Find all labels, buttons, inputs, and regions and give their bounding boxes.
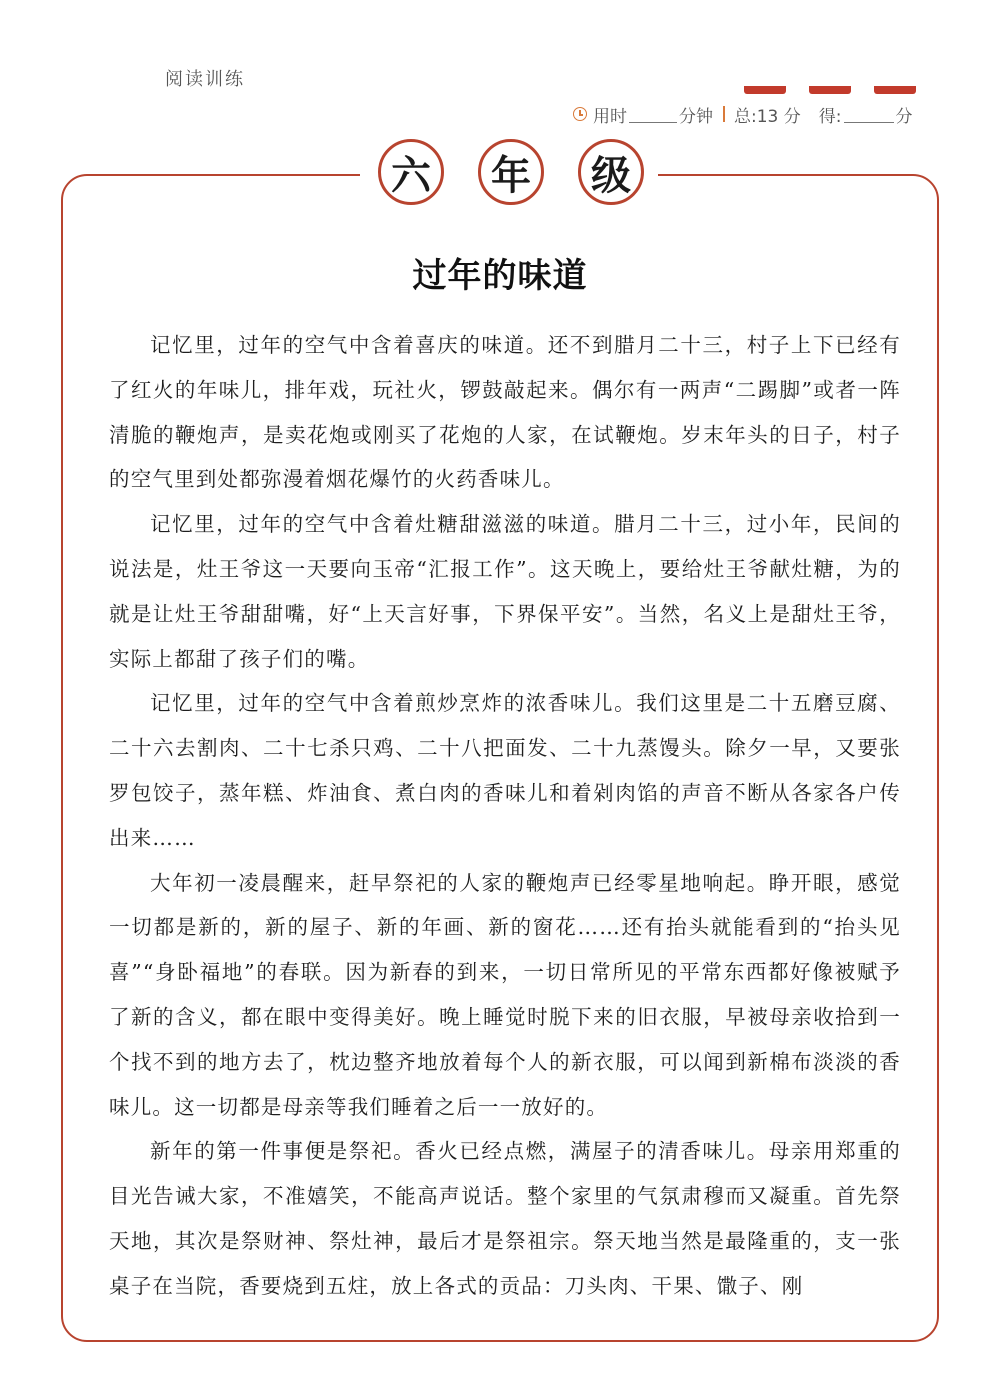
time-blank[interactable] <box>629 106 677 123</box>
time-unit: 分钟 <box>679 106 713 127</box>
article-title: 过年的味道 <box>412 256 588 296</box>
score-blank[interactable] <box>844 106 894 123</box>
paragraph: 记忆里，过年的空气中含着喜庆的味道。还不到腊月二十三，村子上下已经有了红火的年味儿，排年戏，玩社火，锣鼓敲起来。偶尔有一两声“二踢脚”或者一阵清脆的鞭炮声，是卖花炮或刚买了花炮的人家，在试鞭炮。岁末年头的日子，村子的空气里到处都弥漫着烟花爆竹的火药香味儿。 <box>109 333 901 492</box>
paragraph: 记忆里，过年的空气中含着煎炒烹炸的浓香味儿。我们这里是二十五磨豆腐、二十六去割肉、二十七杀只鸡、二十八把面发、二十九蒸馒头。除夕一早，又要张罗包饺子，蒸年糕、炸油食、煮白肉的香味儿和着剁肉馅的声音不断从各家各户传出来…… <box>109 691 901 850</box>
clock-icon <box>573 107 587 121</box>
grade-badge <box>378 139 644 205</box>
time-label: 用时 <box>593 106 627 127</box>
grade-char: 六 <box>378 139 444 205</box>
header-red-tabs <box>744 86 939 94</box>
total-score: 总:13 分 <box>734 106 801 127</box>
article-body <box>109 323 901 1309</box>
grade-char: 级 <box>578 139 644 205</box>
grade-char: 年 <box>478 139 544 205</box>
score-label: 得: <box>818 106 842 127</box>
separator <box>723 106 725 122</box>
score-unit: 分 <box>895 106 913 127</box>
paragraph: 记忆里，过年的空气中含着灶糖甜滋滋的味道。腊月二十三，过小年，民间的说法是，灶王爷这一天要向玉帝“汇报工作”。这天晚上，要给灶王爷献灶糖，为的就是让灶王爷甜甜嘴，好“上天言好事，下界保平安”。当然，名义上是甜灶王爷，实际上都甜了孩子们的嘴。 <box>109 512 901 671</box>
top-cut-text: 阅读训练 <box>165 69 245 90</box>
red-tab <box>874 86 916 94</box>
paragraph: 大年初一凌晨醒来，赶早祭祀的人家的鞭炮声已经零星地响起。睁开眼，感觉一切都是新的，新的屋子、新的年画、新的窗花……还有抬头就能看到的“抬头见喜”“身卧福地”的春联。因为新春的到来，一切日常所见的平常东西都好像被赋予了新的含义，都在眼中变得美好。晚上睡觉时脱下来的旧衣服，早被母亲收拾到一个找不到的地方去了，枕边整齐地放着每个人的新衣服，可以闻到新棉布淡淡的香味儿。这一切都是母亲等我们睡着之后一一放好的。 <box>109 870 901 1119</box>
red-tab <box>809 86 851 94</box>
score-info-bar <box>573 101 933 127</box>
paragraph: 新年的第一件事便是祭祀。香火已经点燃，满屋子的清香味儿。母亲用郑重的目光告诫大家，不准嬉笑，不能高声说话。整个家里的气氛肃穆而又凝重。首先祭天地，其次是祭财神、祭灶神，最后才是祭祖宗。祭天地当然是最隆重的，支一张桌子在当院，香要烧到五炷，放上各式的贡品：刀头肉、干果、馓子、刚 <box>109 1139 901 1298</box>
red-tab <box>744 86 786 94</box>
